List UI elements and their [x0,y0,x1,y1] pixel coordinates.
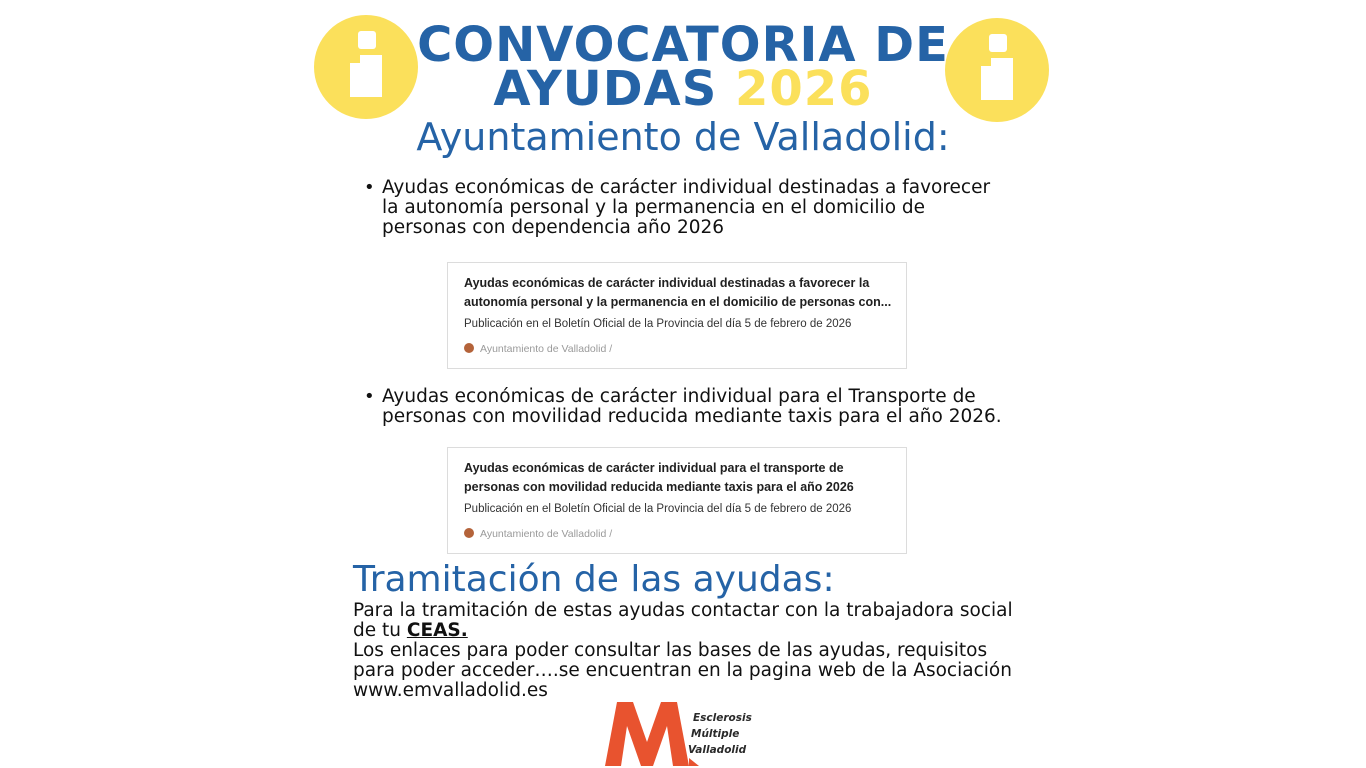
logo-word-esclerosis: Esclerosis [693,712,752,724]
contact-text: Para la tramitación de estas ayudas contactar con la trabajadora social de tu [353,600,1013,641]
main-title-line1: CONVOCATORIA DE [417,17,949,73]
bullet-item-1: • Ayudas económicas de carácter individual destinadas a favorecer la autonomía personal y la permanencia en el domicilio de personas con dependencia año 2026 [382,178,1002,238]
card-source: Ayuntamiento de Valladolid / [464,343,612,355]
logo-word-valladolid: Valladolid [688,744,747,756]
card-title[interactable]: Ayudas económicas de carácter individual destinadas a favorecer la autonomía personal y la permanencia en el domicilio de personas con... [464,276,892,309]
ceas-link[interactable]: CEAS. [406,620,468,641]
title-ayudas: AYUDAS [493,61,735,117]
main-title-line2 [0,61,1366,117]
card-source-label: Ayuntamiento de Valladolid [480,343,607,355]
link-card-1[interactable] [447,262,907,369]
favicon-icon [464,528,474,538]
link-card-2[interactable] [447,447,907,554]
favicon-icon [464,343,474,353]
card-source-label: Ayuntamiento de Valladolid [480,528,607,540]
subtitle: Ayuntamiento de Valladolid: [416,115,950,159]
association-logo [603,698,753,768]
logo-m-icon [603,698,701,768]
section-title: Tramitación de las ayudas: [353,559,835,600]
bullet-item-2: • Ayudas económicas de carácter individual para el Transporte de personas con movilidad reducida mediante taxis para el año 2026. [382,387,1002,427]
paragraph-contact [353,601,1013,641]
logo-word-multiple: Múltiple [691,728,740,740]
title-year: 2026 [734,61,873,117]
card-subtitle: Publicación en el Boletín Oficial de la Provincia del día 5 de febrero de 2026 [464,318,852,330]
card-subtitle: Publicación en el Boletín Oficial de la Provincia del día 5 de febrero de 2026 [464,503,852,515]
card-title[interactable]: Ayudas económicas de carácter individual para el transporte de personas con movilidad reducida mediante taxis para el año 2026 [464,461,854,494]
paragraph-links: Los enlaces para poder consultar las bases de las ayudas, requisitos para poder acceder….se encuentran en la pagina web de la Asociación www.emvalladolid.es [353,640,1012,701]
card-source: Ayuntamiento de Valladolid / [464,528,612,540]
